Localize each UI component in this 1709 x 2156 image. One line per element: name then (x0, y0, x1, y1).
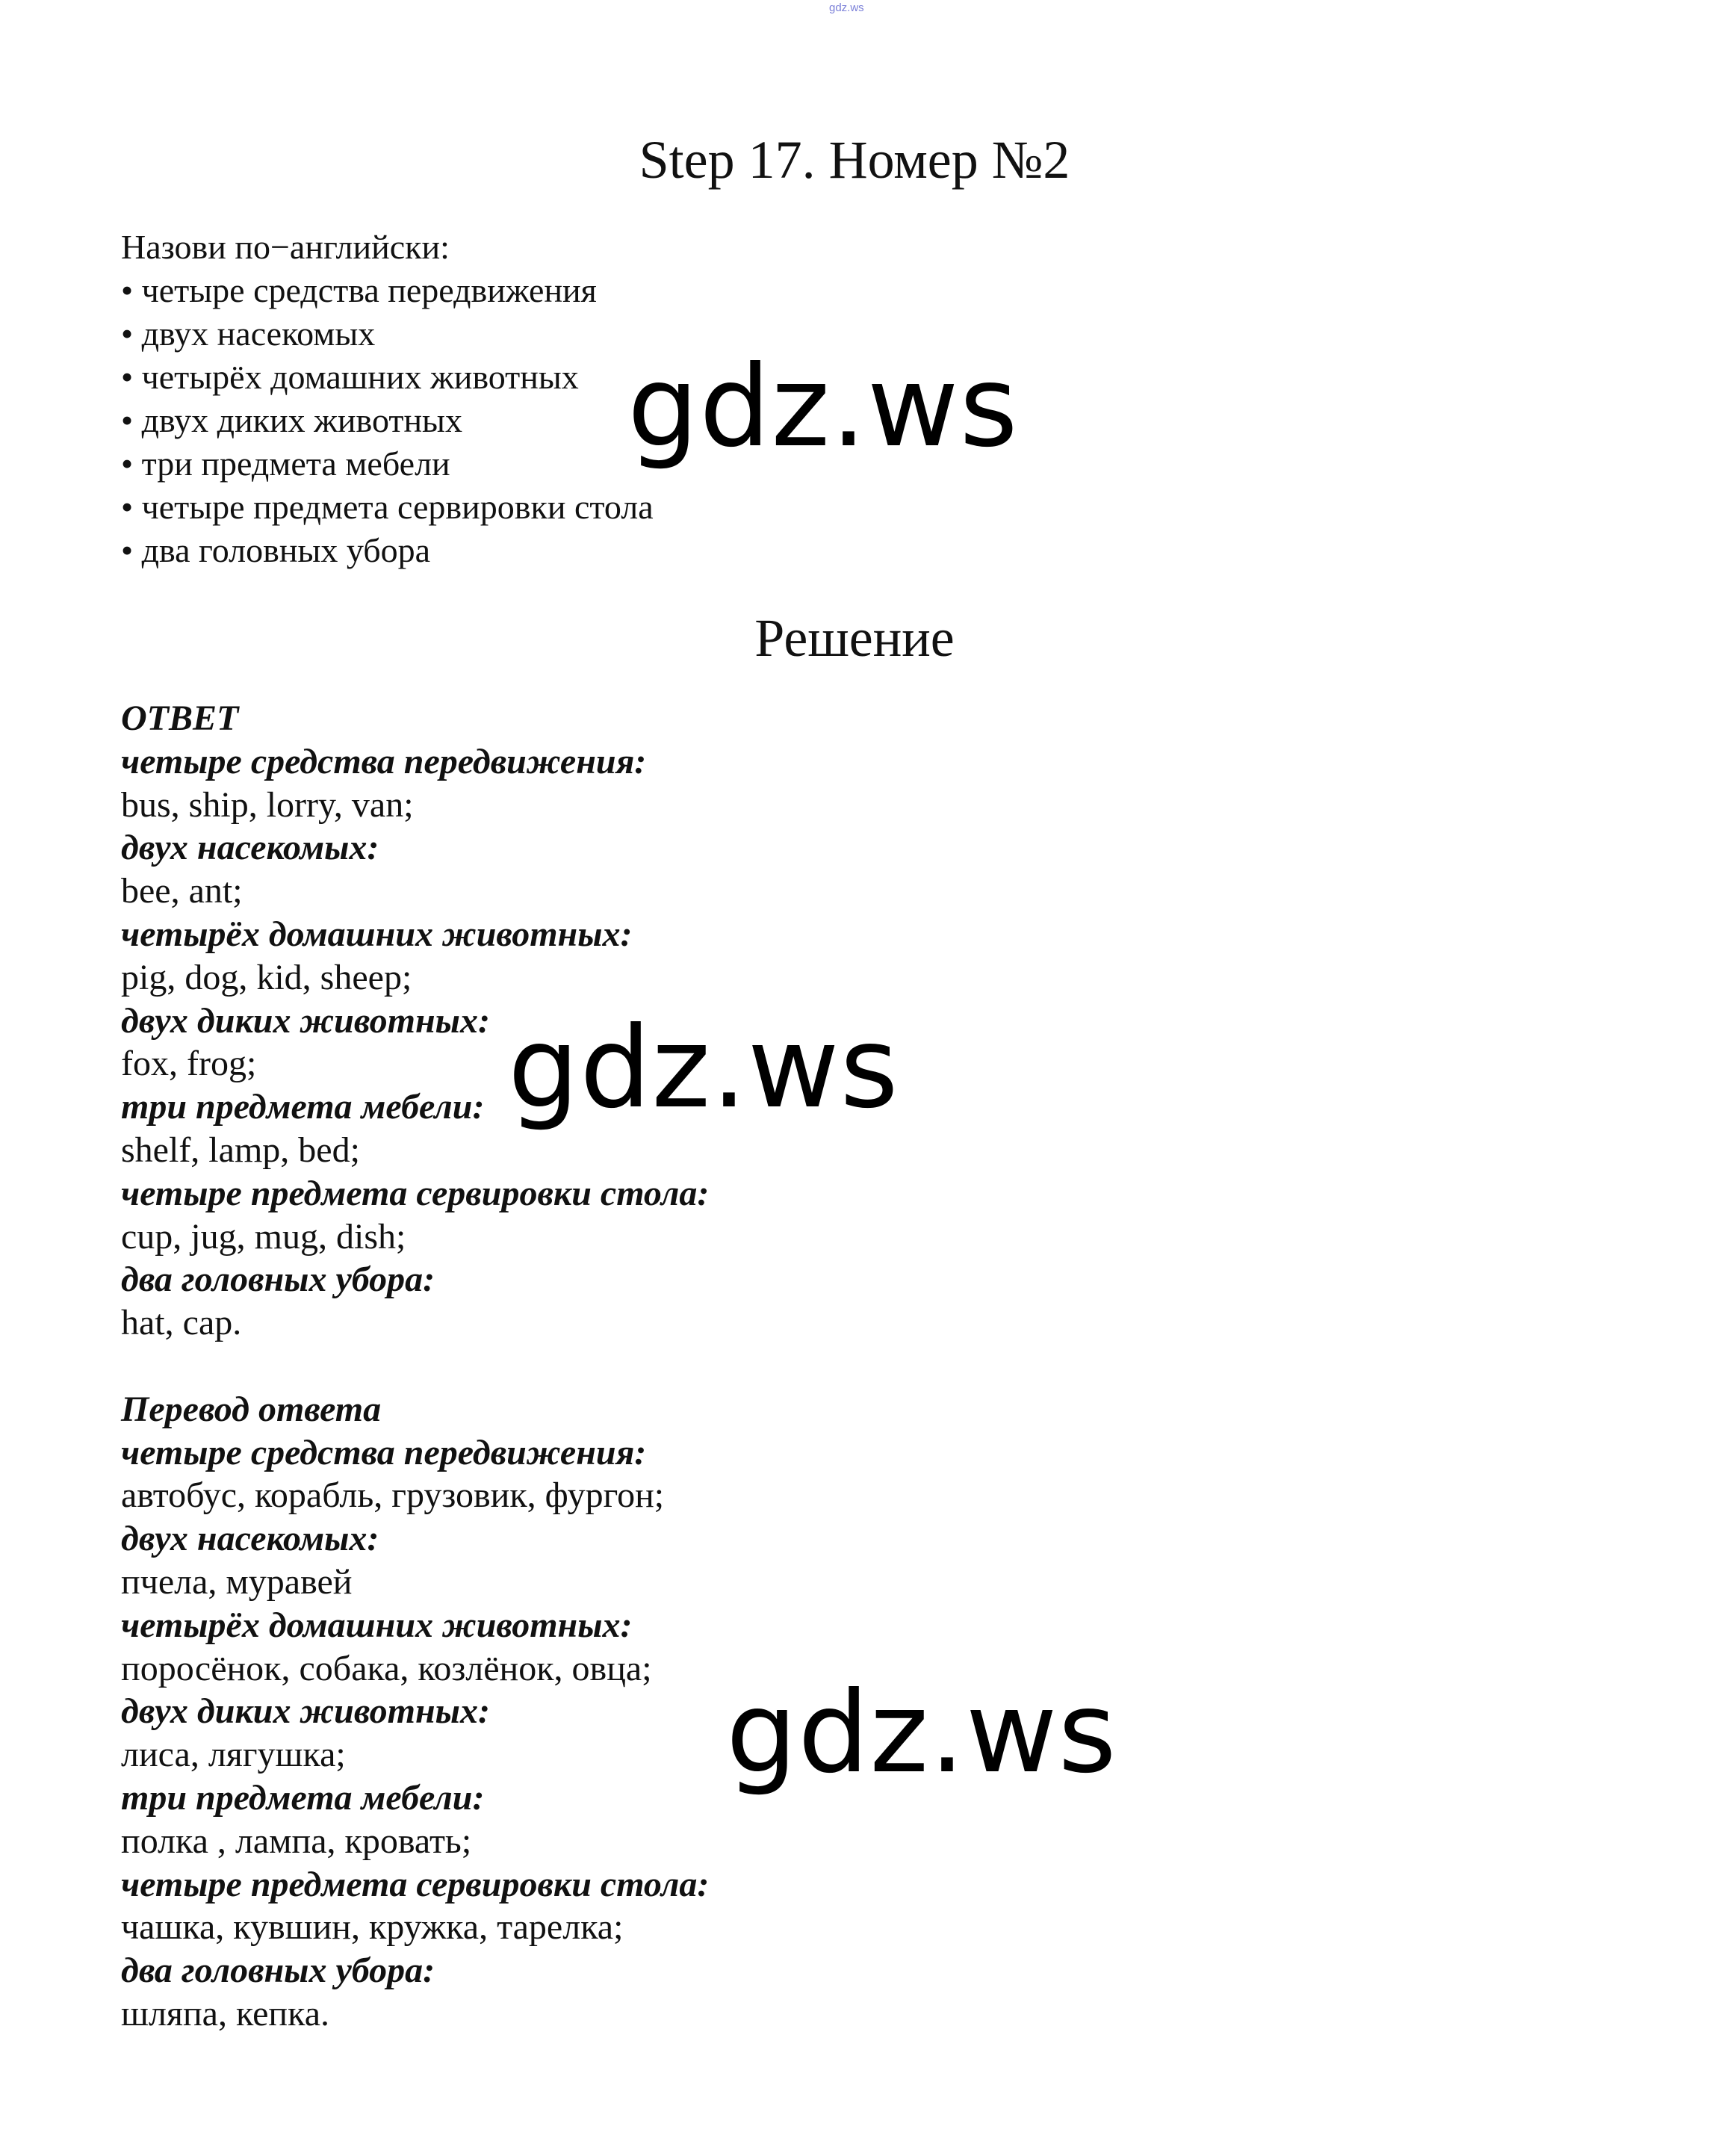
translation-heading: Перевод ответа (121, 1389, 382, 1429)
task-item: • четыре предмета сервировки стола (121, 488, 654, 526)
translation-group-label: четырёх домашних животных: (121, 1605, 633, 1645)
top-watermark-text: gdz.ws (829, 1, 864, 14)
page-title: Step 17. Номер №2 (639, 130, 1070, 190)
translation-group-value: пчела, муравей (121, 1561, 353, 1602)
translation-group-label: два головных убора: (121, 1951, 435, 1991)
answer-group-value: fox, frog; (121, 1044, 257, 1084)
answer-group-value: shelf, lamp, bed; (121, 1130, 360, 1170)
answer-group-value: bus, ship, lorry, van; (121, 784, 414, 825)
answer-group-label: четыре предмета сервировки стола: (121, 1173, 710, 1213)
task-block (121, 226, 654, 572)
translation-group-value: шляпа, кепка. (121, 1993, 329, 2033)
translation-group-value: поросёнок, собака, козлёнок, овца; (121, 1648, 652, 1688)
task-item: • двух диких животных (121, 401, 462, 439)
section-spacer (121, 1345, 709, 1388)
task-item: • двух насекомых (121, 315, 376, 353)
answer-group-label: двух диких животных: (121, 1000, 490, 1041)
answer-group-value: cup, jug, mug, dish; (121, 1216, 406, 1257)
task-item: • четыре средства передвижения (121, 271, 597, 309)
translation-group-label: четыре средства передвижения: (121, 1432, 647, 1472)
answer-group-label: четырёх домашних животных: (121, 914, 633, 954)
translation-group-label: двух насекомых: (121, 1519, 379, 1559)
answer-group-label: двух насекомых: (121, 828, 379, 868)
watermark-logo: gdz.ws (726, 1668, 1117, 1798)
translation-group-label: четыре предмета сервировки стола: (121, 1864, 710, 1904)
answer-group-value: pig, dog, kid, sheep; (121, 957, 412, 997)
answer-block (121, 697, 709, 2036)
translation-group-value: автобус, корабль, грузовик, фургон; (121, 1475, 665, 1516)
answer-group-label: три предмета мебели: (121, 1087, 485, 1127)
answer-group-value: bee, ant; (121, 871, 243, 911)
task-intro: Назови по−английски: (121, 228, 450, 266)
translation-group-value: полка , лампа, кровать; (121, 1821, 472, 1861)
task-item: • два головных убора (121, 531, 431, 569)
translation-group-label: двух диких животных: (121, 1691, 490, 1732)
translation-group-value: чашка, кувшин, кружка, тарелка; (121, 1907, 624, 1948)
answer-group-label: два головных убора: (121, 1260, 435, 1300)
task-item: • три предмета мебели (121, 444, 450, 483)
answer-group-value: hat, cap. (121, 1303, 242, 1343)
translation-group-label: три предмета мебели: (121, 1777, 485, 1818)
answer-heading: ОТВЕТ (121, 698, 239, 738)
translation-group-value: лиса, лягушка; (121, 1735, 346, 1775)
solution-heading: Решение (754, 608, 955, 668)
answer-group-label: четыре средства передвижения: (121, 741, 647, 781)
task-item: • четырёх домашних животных (121, 358, 579, 396)
watermark-logo: gdz.ws (627, 342, 1019, 472)
watermark-logo: gdz.ws (508, 1003, 899, 1133)
